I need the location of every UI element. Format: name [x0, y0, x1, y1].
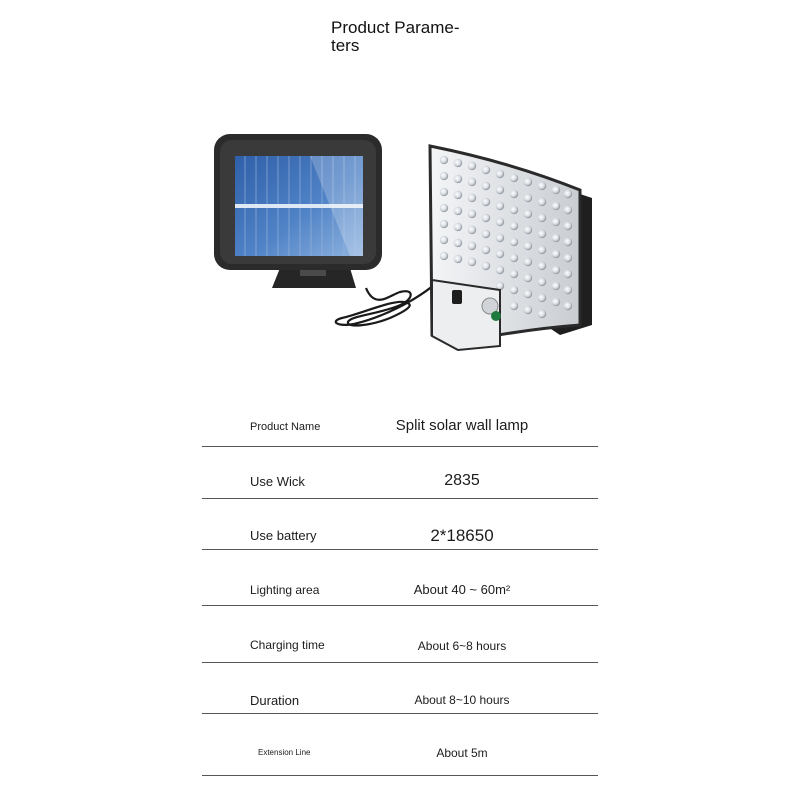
- led-lamp: [430, 146, 592, 350]
- spec-row-use-battery: [202, 499, 598, 550]
- indicator-light-icon: [491, 311, 501, 321]
- spec-value: About 8~10 hours: [414, 693, 510, 707]
- spec-row-product-name: [202, 395, 598, 447]
- spec-value: About 6~8 hours: [417, 639, 507, 653]
- spec-label: Extension Line: [258, 748, 311, 757]
- page-title-line1: Product Parame-: [331, 18, 460, 37]
- spec-row-use-wick: [202, 447, 598, 499]
- spec-value: 2835: [444, 472, 480, 489]
- spec-row-charging-time: [202, 606, 598, 663]
- spec-row-lighting-area: [202, 550, 598, 606]
- product-image: [200, 120, 610, 360]
- spec-label: Lighting area: [250, 583, 320, 597]
- spec-value: 2*18650: [430, 526, 494, 545]
- spec-label: Charging time: [250, 638, 325, 652]
- page-title-line2: ters: [331, 36, 360, 55]
- spec-row-extension-line: [202, 714, 598, 776]
- spec-label: Duration: [250, 693, 300, 708]
- spec-value: Split solar wall lamp: [395, 417, 529, 434]
- page-title: [331, 19, 481, 55]
- power-switch-icon: [452, 290, 462, 304]
- spec-value: About 5m: [436, 746, 488, 760]
- spec-label: Use Wick: [250, 474, 305, 489]
- spec-row-duration: [202, 663, 598, 714]
- spec-label: Product Name: [250, 421, 321, 433]
- spec-value: About 40 ~ 60m²: [413, 582, 511, 597]
- spec-label: Use battery: [250, 528, 317, 543]
- solar-panel: [214, 134, 382, 288]
